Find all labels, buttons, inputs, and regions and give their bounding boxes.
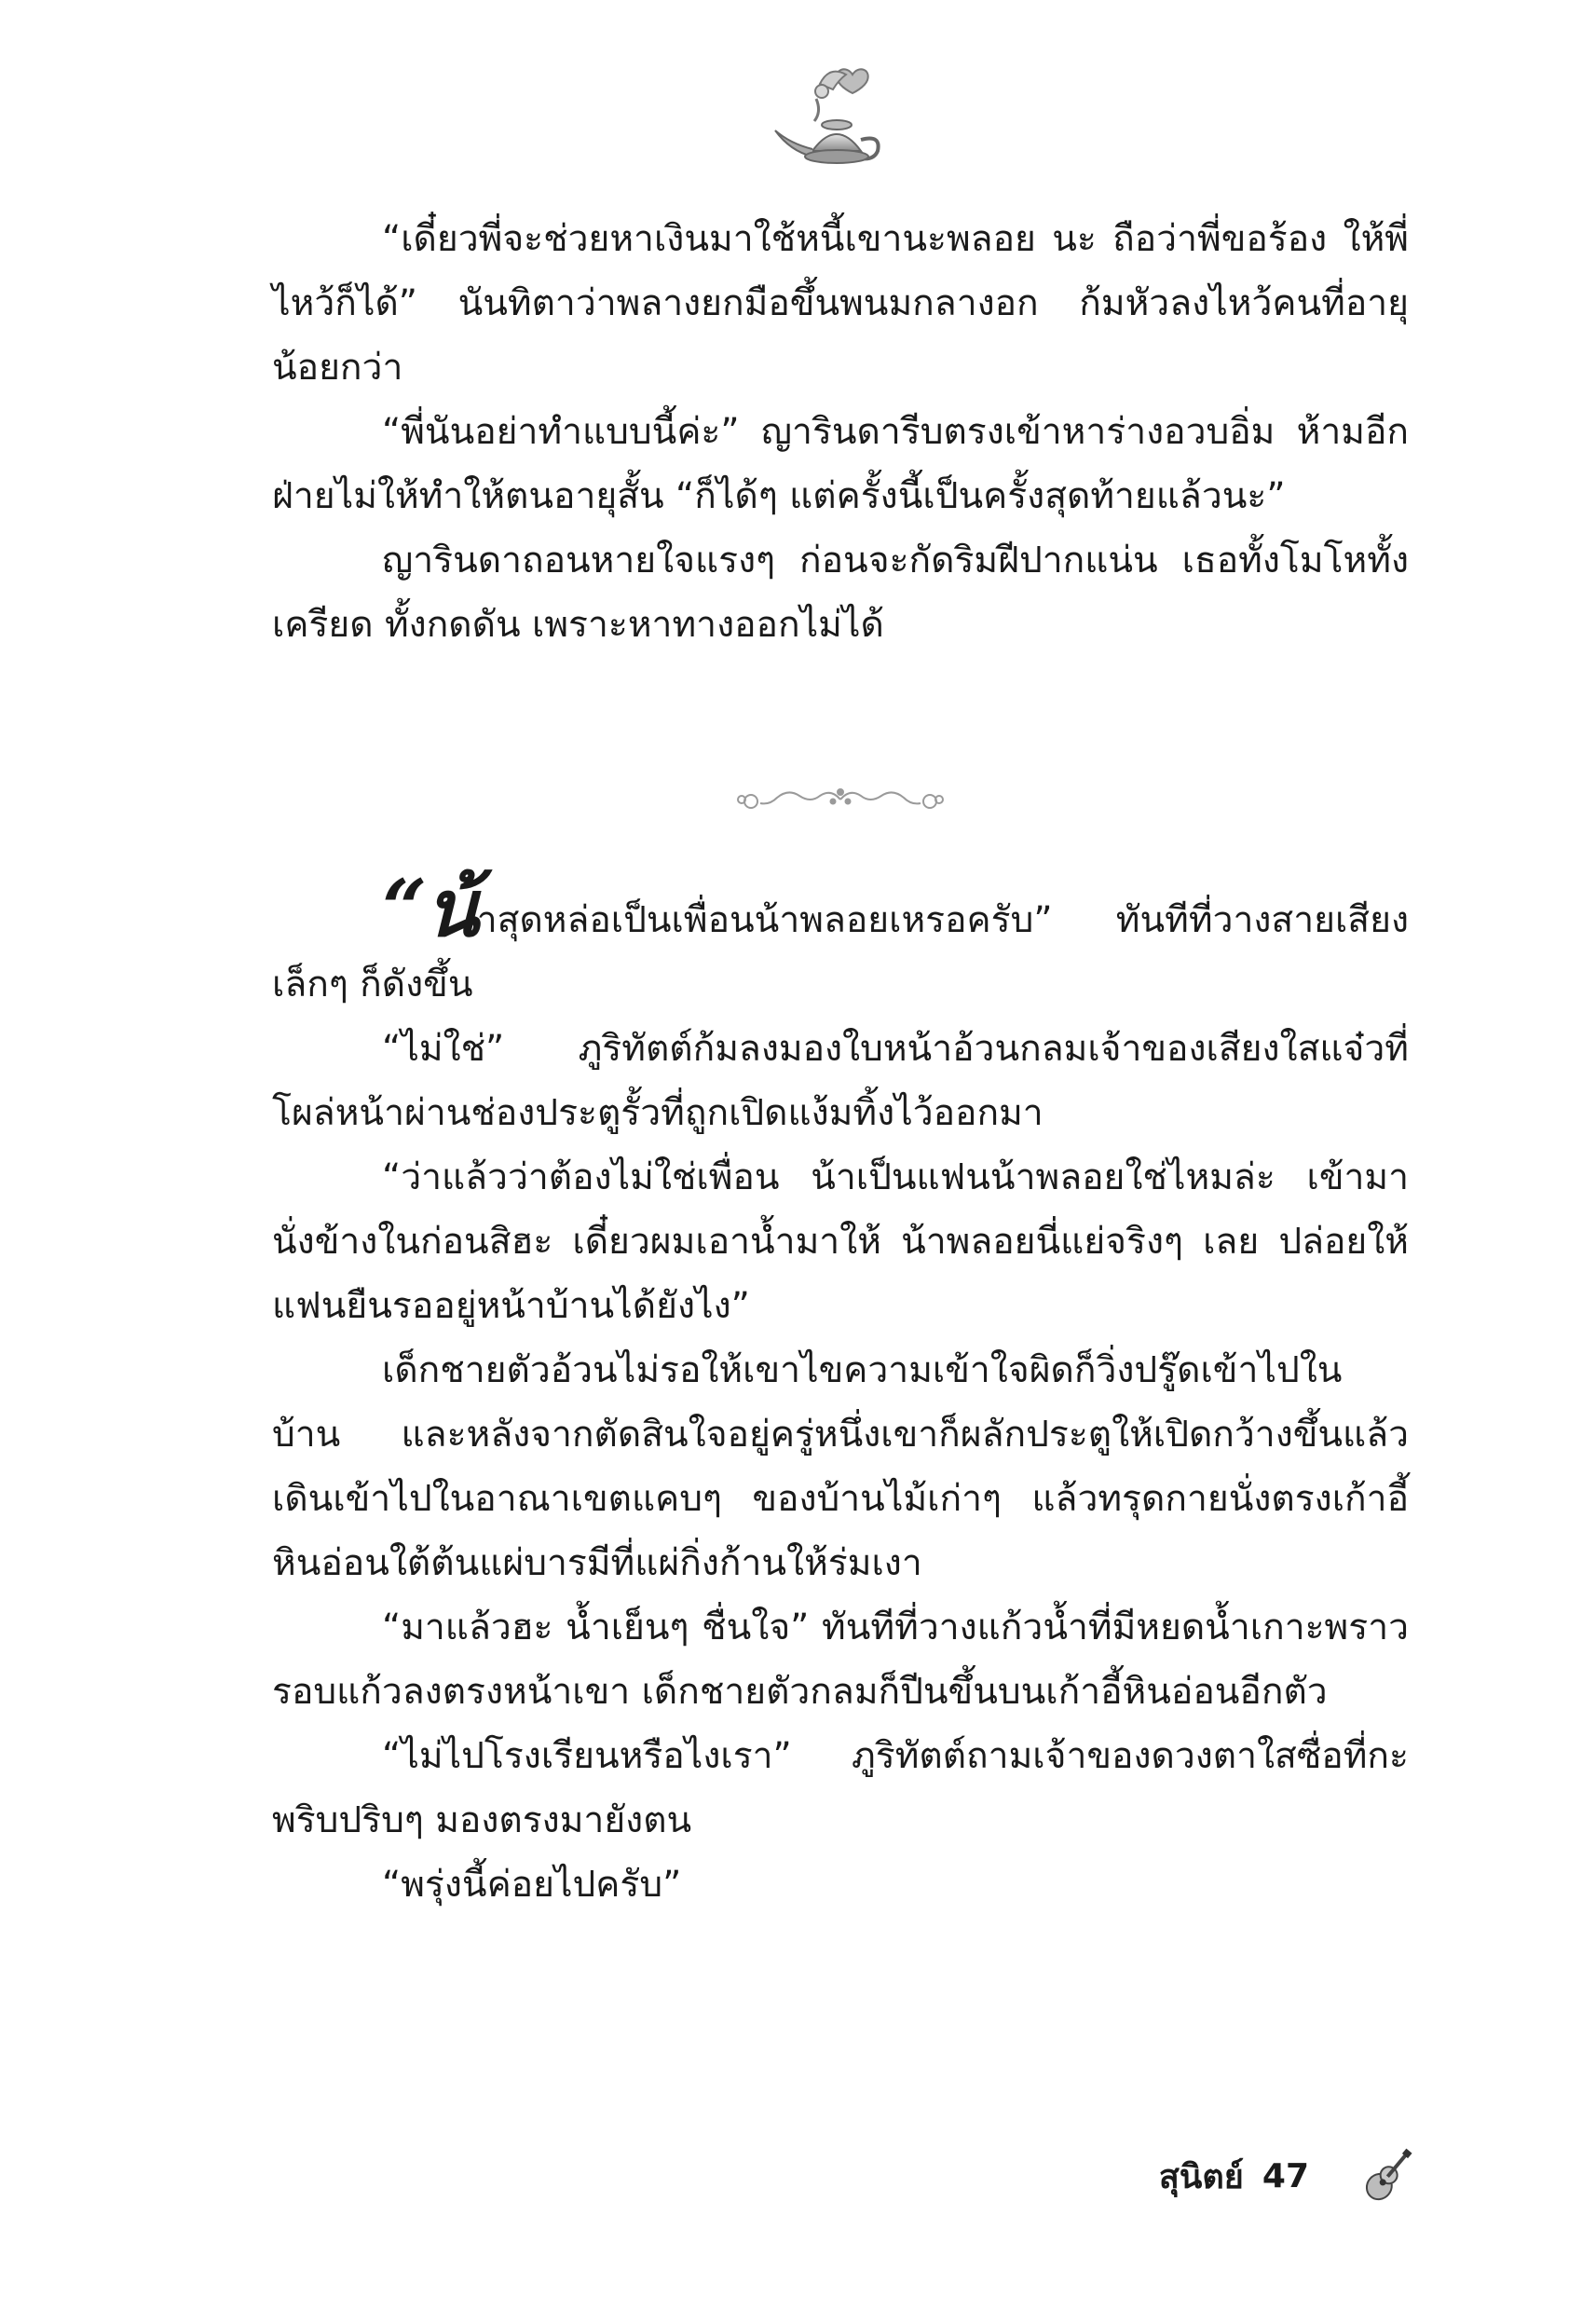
page-footer: [1159, 2143, 1421, 2208]
paragraph: “พรุ่งนี้ค่อยไปครับ”: [382, 1864, 682, 1906]
paragraph: “เดี๋ยวพี่จะช่วยหาเงินมาใช้หนี้เขานะพลอย นะ ถือว่าพี่ขอร้อง ให้พี่ไหว้ก็ได้” นันทิตาว่าพลางยกมือขึ้นพนมกลางอก ก้มหัวลงไหว้คนที่อายุน้อยกว่า: [272, 218, 1409, 389]
paragraph: [272, 862, 1409, 1017]
author-name: สุนิตย์: [1158, 2157, 1244, 2196]
paragraph: “ไม่ไปโรงเรียนหรือไงเรา” ภูริทัตต์ถามเจ้าของดวงตาใสซื่อที่กะพริบปริบๆ มองตรงมายังตน: [272, 1735, 1409, 1841]
teapot-cupid-icon: [764, 47, 904, 186]
paragraph: “ไม่ใช่” ภูริทัตต์ก้มลงมองใบหน้าอ้วนกลมเจ้าของเสียงใสแจ๋วที่โผล่หน้าผ่านช่องประตูรั้วที่ถูกเปิดแง้มทิ้งไว้ออกมา: [272, 1028, 1409, 1134]
paragraph: “พี่นันอย่าทำแบบนี้ค่ะ” ญารินดารีบตรงเข้าหาร่างอวบอิ่ม ห้ามอีกฝ่ายไม่ให้ทำให้ตนอายุสั้น “ก็ได้ๆ แต่ครั้งนี้เป็นครั้งสุดท้ายแล้วนะ”: [272, 411, 1409, 517]
page-number: 47: [1262, 2156, 1309, 2195]
paragraph: ญารินดาถอนหายใจแรงๆ ก่อนจะกัดริมฝีปากแน่น เธอทั้งโมโหทั้งเครียด ทั้งกดดัน เพราะหาทางออกไม่ได้: [272, 540, 1409, 646]
text-block-bottom: [272, 862, 1409, 1917]
text-block-top: [272, 207, 1409, 657]
paragraph-text: าสุดหล่อเป็นเพื่อนน้าพลอยเหรอครับ” ทันทีที่วางสายเสียงเล็กๆ ก็ดังขึ้น: [272, 899, 1409, 1005]
guitar-icon: [1356, 2143, 1421, 2208]
paragraph: เด็กชายตัวอ้วนไม่รอให้เขาไขความเข้าใจผิดก็วิ่งปรู๊ดเข้าไปในบ้าน และหลังจากตัดสินใจอยู่ครู่หนึ่งเขาก็ผลักประตูให้เปิดกว้างขึ้นแล้วเดินเข้าไปในอาณาเขตแคบๆ ของบ้านไม้เก่าๆ แล้วทรุดกายนั่งตรงเก้าอี้หินอ่อนใต้ต้นแผ่บารมีที่แผ่กิ่งก้านให้ร่มเงา: [272, 1349, 1409, 1584]
drop-cap: “น้: [382, 862, 477, 954]
flourish-divider-icon: [729, 779, 952, 820]
paragraph: “มาแล้วฮะ น้ำเย็นๆ ชื่นใจ” ทันทีที่วางแก้วน้ำที่มีหยดน้ำเกาะพราวรอบแก้วลงตรงหน้าเขา เด็กชายตัวกลมก็ปีนขึ้นบนเก้าอี้หินอ่อนอีกตัว: [272, 1607, 1409, 1713]
paragraph: “ว่าแล้วว่าต้องไม่ใช่เพื่อน น้าเป็นแฟนน้าพลอยใช่ไหมล่ะ เข้ามานั่งข้างในก่อนสิฮะ เดี๋ยวผมเอาน้ำมาให้ น้าพลอยนี่แย่จริงๆ เลย ปล่อยให้แฟนยืนรออยู่หน้าบ้านได้ยังไง”: [272, 1156, 1409, 1327]
